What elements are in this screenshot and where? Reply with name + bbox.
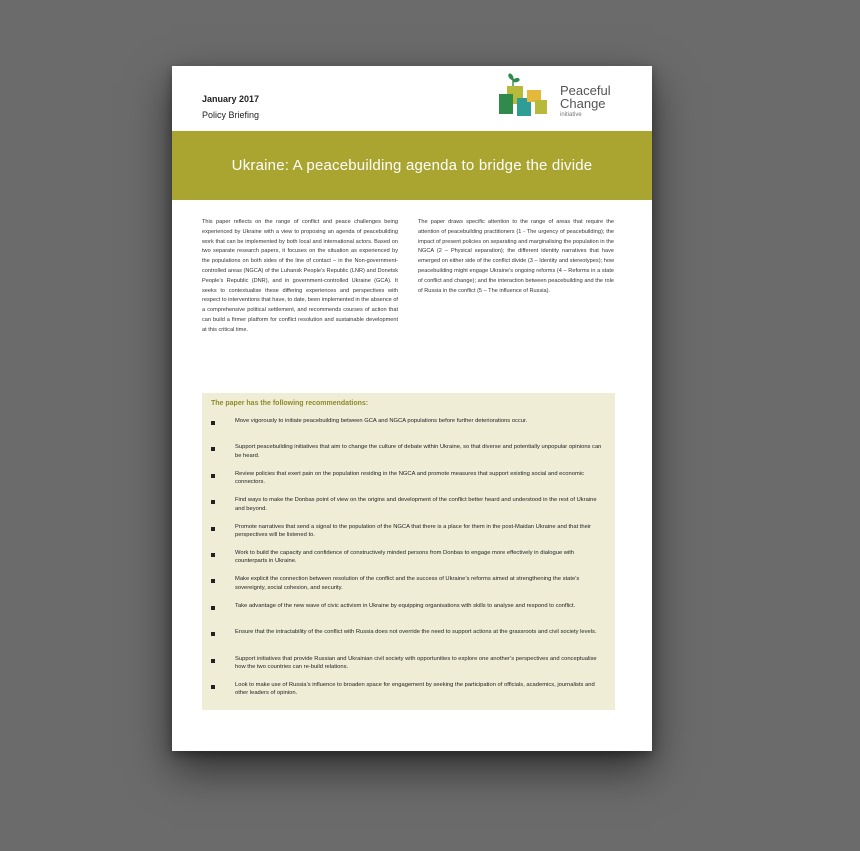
recommendations-list — [202, 417, 615, 707]
recommendation-item — [202, 470, 615, 496]
recommendation-item — [202, 523, 615, 549]
recommendation-text: Take advantage of the new wave of civic activism in Ukraine by equipping organisations with skills to analyse and respond to conflict. — [235, 602, 576, 609]
recommendation-text: Find ways to make the Donbas point of view on the origins and development of the conflict better heard and understood in the rest of Ukraine and beyond. — [235, 497, 597, 512]
bullet-icon — [211, 447, 215, 451]
recommendation-item — [202, 417, 615, 443]
document-title: Ukraine: A peacebuilding agenda to bridge the divide — [231, 157, 593, 174]
bullet-icon — [211, 659, 215, 663]
peaceful-change-logo — [497, 72, 627, 124]
recommendation-item — [202, 575, 615, 601]
bullet-icon — [211, 500, 215, 504]
bullet-icon — [211, 685, 215, 689]
recommendation-text: Ensure that the intractability of the conflict with Russia does not override the need to support actions at the grassroots and civil society levels. — [235, 629, 597, 636]
bullet-icon — [211, 579, 215, 583]
stacked-blocks-logo-icon — [497, 72, 557, 124]
document-type: Policy Briefing — [202, 110, 260, 120]
recommendations-box — [202, 393, 615, 710]
recommendation-item — [202, 443, 615, 469]
bullet-icon — [211, 553, 215, 557]
logo-word-initiative: initiative — [560, 112, 582, 118]
intro-column-left: This paper reflects on the range of conflict and peace challenges being experienced by Ukraine with a view to proposing an agenda of peacebuilding work that can be implemented by both local and international actors. Based on two separate research papers, it focuses on the situation as experienced by the populations on both sides of the line of contact – in the Non-government-controlled areas (NGCA) of the Luhansk People’s Republic (LNR) and Donetsk People’s Republic (DNR), and in government-controlled Ukraine (GCA). It seeks to contextualise these differing experiences and perspectives with respect to interventions that have, to date, been implemented in the absence of a comprehensive political settlement, and recommends courses of action that can build a firmer platform for conflict resolution and sustainable development at this critical time. — [202, 219, 398, 333]
recommendations-heading: The paper has the following recommendations: — [211, 400, 369, 407]
document-meta — [202, 94, 259, 120]
intro-column-right: The paper draws specific attention to the range of areas that require the attention of peacebuilding practitioners (1 - The urgency of peacebuilding); the impact of present policies on separating and marginalising the population in the NGCA (2 – Physical separation); the different identity narratives that have emerged on either side of the conflict divide (3 – Identity and stereotypes); how peacebuilding might engage Ukraine’s ongoing reforms (4 – Reforms in a state of conflict and change); and the interaction between peacebuilding and the role of Russia in the conflict (5 – The influence of Russia). — [418, 219, 614, 294]
bullet-icon — [211, 421, 215, 425]
recommendation-item — [202, 602, 615, 628]
recommendation-item — [202, 681, 615, 707]
recommendation-text: Support peacebuilding initiatives that aim to change the culture of debate within Ukraine, so that diverse and potentially unpopular opinions can be heard. — [235, 444, 602, 459]
recommendation-item — [202, 496, 615, 522]
recommendation-item — [202, 655, 615, 681]
recommendation-text: Make explicit the connection between resolution of the conflict and the success of Ukraine’s reforms aimed at strengthening the state’s sovereignty, social cohesion, and security. — [235, 576, 580, 591]
recommendation-text: Review policies that exert pain on the population residing in the NGCA and promote measures that support existing social and economic connectors. — [235, 470, 584, 486]
recommendation-text: Move vigorously to initiate peacebuilding between GCA and NGCA populations before further deteriorations occur. — [235, 418, 528, 424]
bullet-icon — [211, 474, 215, 478]
title-banner — [172, 131, 652, 200]
bullet-icon — [211, 527, 215, 531]
bullet-icon — [211, 632, 215, 636]
recommendation-text: Work to build the capacity and confidence of constructively minded persons from Donbas to engage more effectively in dialogue with counterparts in Ukraine. — [235, 549, 575, 565]
recommendation-text: Promote narratives that send a signal to the population of the NGCA that there is a place for them in the post-Maidan Ukraine and that their perspectives will be listened to. — [235, 523, 592, 538]
recommendation-item — [202, 549, 615, 575]
document-page — [172, 66, 652, 751]
recommendation-text: Support initiatives that provide Russian and Ukrainian civil society with opportunities to explore one another’s perspectives and conceptualise how the two countries can re-build relations. — [235, 655, 597, 670]
recommendation-text: Look to make use of Russia’s influence to broaden space for engagement by seeking the participation of officials, academics, journalists and other leaders of opinion. — [235, 681, 595, 697]
recommendation-item — [202, 628, 615, 654]
logo-word-peaceful: Peaceful — [560, 83, 611, 98]
logo-word-change: Change — [560, 96, 606, 111]
publication-date: January 2017 — [202, 94, 260, 104]
bullet-icon — [211, 606, 215, 610]
